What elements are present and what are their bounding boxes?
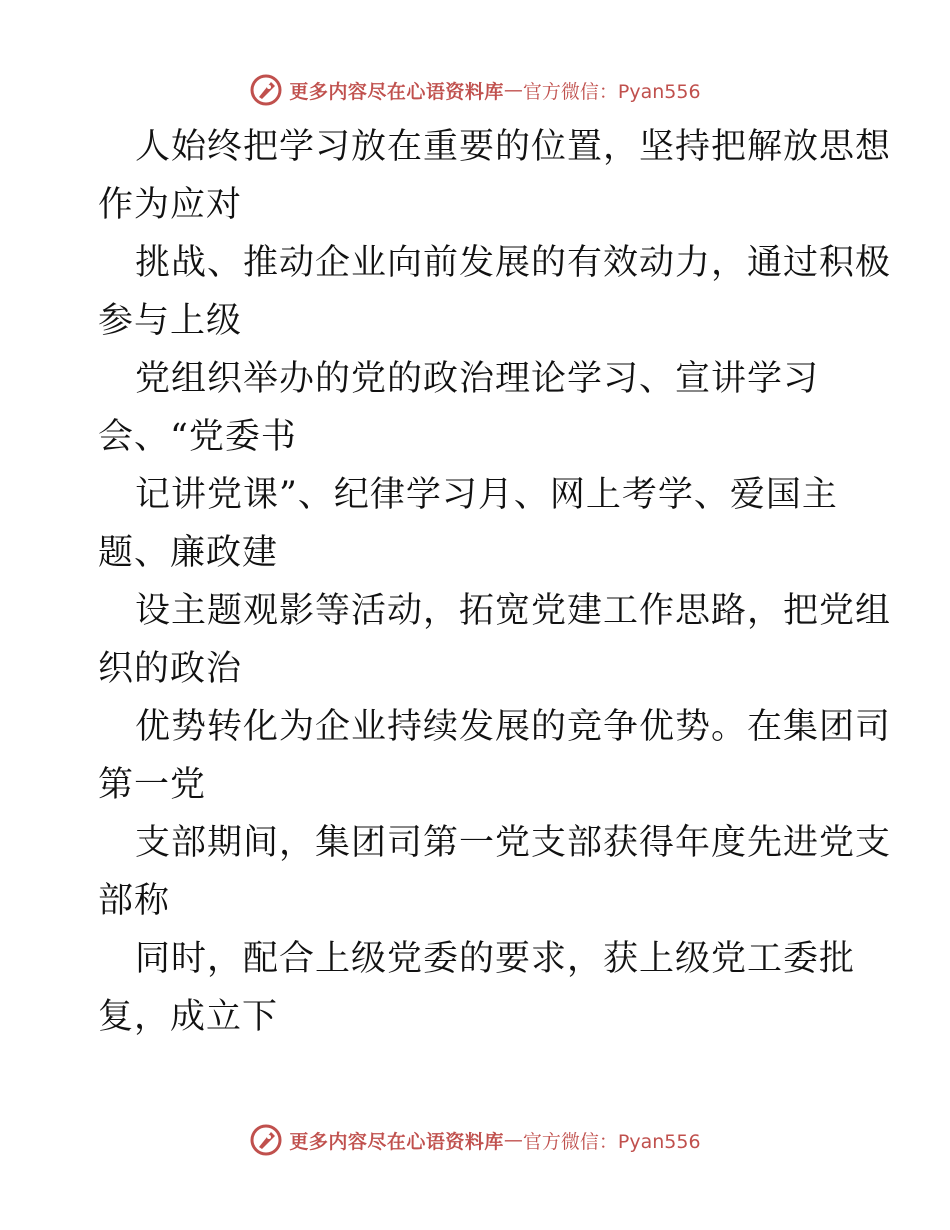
paragraph-line: 人始终把学习放在重要的位置，坚持把解放思想: [135, 127, 892, 167]
paragraph-line: 同时，配合上级党委的要求，获上级党工委批: [135, 939, 856, 979]
paragraph-line: 第一党: [98, 765, 207, 805]
paragraph-line: 记讲党课”、纪律学习月、网上考学、爱国主: [135, 475, 838, 515]
paragraph-line: 优势转化为企业持续发展的竞争优势。在集团司: [135, 707, 892, 747]
footer-watermark-banner: [0, 1120, 950, 1160]
pen-nib-logo-icon: [249, 1123, 283, 1157]
footer-brand-text: 更多内容尽在心语资料库: [289, 1130, 504, 1153]
header-brand-text: 更多内容尽在心语资料库: [289, 80, 504, 103]
paragraph-line: 复，成立下: [98, 997, 279, 1037]
paragraph-line: 党组织举办的党的政治理论学习、宣讲学习: [135, 359, 820, 399]
header-separator: —: [503, 79, 523, 101]
paragraph-line: 会、“党委书: [98, 417, 297, 457]
paragraph-line: 挑战、推动企业向前发展的有效动力，通过积极: [135, 243, 892, 283]
pen-nib-logo-icon: [249, 73, 283, 107]
paragraph-line: 支部期间，集团司第一党支部获得年度先进党支: [135, 823, 892, 863]
paragraph-line: 题、廉政建: [98, 533, 279, 573]
footer-wechat-text: 官方微信：Pyan556: [522, 1130, 701, 1153]
header-wechat-text: 官方微信：Pyan556: [522, 80, 701, 103]
header-watermark-banner: [0, 70, 950, 110]
paragraph-line: 作为应对: [98, 185, 243, 225]
footer-separator: —: [503, 1129, 523, 1151]
paragraph-line: 参与上级: [98, 301, 243, 341]
paragraph-line: 织的政治: [98, 649, 243, 689]
paragraph-line: 设主题观影等活动，拓宽党建工作思路，把党组: [135, 591, 892, 631]
paragraph-line: 部称: [98, 881, 171, 921]
